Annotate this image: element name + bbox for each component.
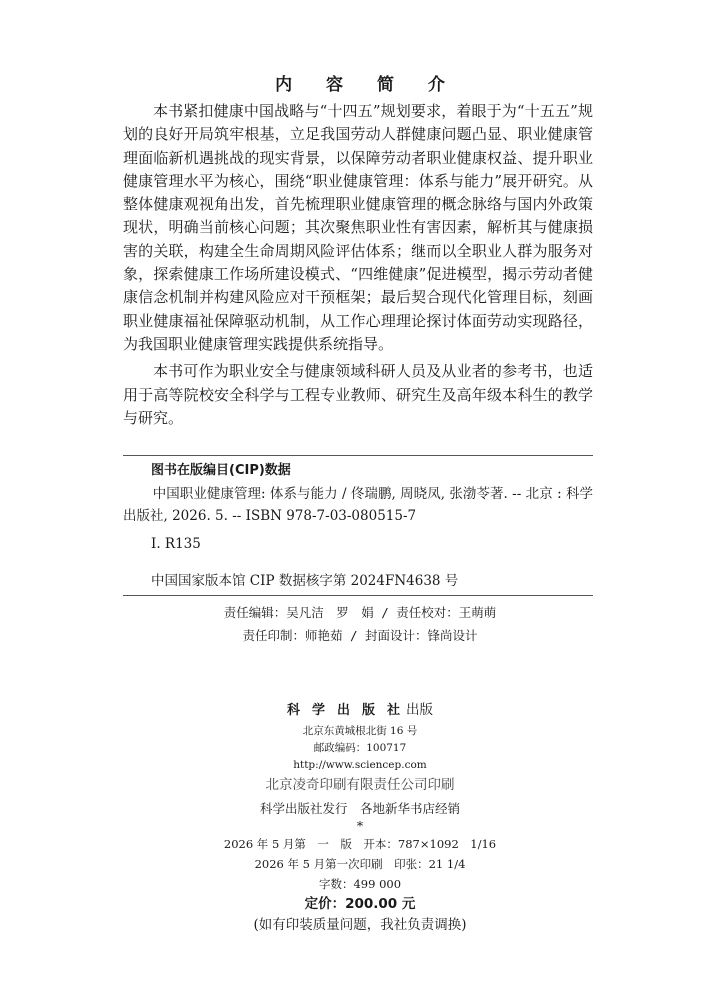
- cip-record-text: 中国职业健康管理: 体系与能力 / 佟瑞鹏, 周晓凤, 张渤苓著. -- 北京 : 科学出版社, 2026. 5. -- ISBN 978-7-03-080515-7: [123, 486, 593, 524]
- cip-heading: 图书在版编目(CIP)数据: [151, 463, 291, 478]
- cip-bottom-rule: [123, 595, 593, 596]
- cip-record: [123, 483, 593, 527]
- intro-paragraph-2: 本书可作为职业安全与健康领域科研人员及从业者的参考书，也适用于高等院校安全科学与工程专业教师、研究生及高年级本科生的教学与研究。: [123, 362, 593, 427]
- publisher-suffix: 出版: [406, 702, 433, 718]
- printing-line: 2026 年 5 月第一次印刷 印张：21 1/4: [254, 857, 466, 871]
- editors-line-2: 责任印制：师艳茹 / 封面设计：锋尚设计: [242, 628, 478, 643]
- publisher-postcode: 邮政编码：100717: [313, 742, 407, 754]
- book-introduction: [123, 100, 593, 430]
- intro-paragraph-1: 本书紧扣健康中国战略与“十四五”规划要求，着眼于为“十五五”规划的良好开局筑牢根基，立足我国劳动人群健康问题凸显、职业健康管理面临新机遇挑战的现实背景，以保障劳动者职业健康权益、提升职业健康管理水平为核心，围绕“职业健康管理：体系与能力”展开研究。从整体健康观视角出发，首先梳理职业健康管理的概念脉络与国内外政策现状，明确当前核心问题；其次聚焦职业性有害因素，解析其与健康损害的关联，构建全生命周期风险评估体系；继而以全职业人群为服务对象，探索健康工作场所建设模式、“四维健康”促进模型，揭示劳动者健康信念机制并构建风险应对干预框架；最后契合现代化管理目标，刻画职业健康福祉保障驱动机制，从工作心理理论探讨体面劳动实现路径，为我国职业健康管理实践提供系统指导。: [123, 102, 593, 353]
- printer-line: 北京凌奇印刷有限责任公司印刷: [265, 777, 455, 793]
- price-line: 定价：200.00 元: [304, 896, 416, 912]
- edition-line: 2026 年 5 月第 一 版 开本：787×1092 1/16: [223, 837, 497, 851]
- publisher-address: 北京东黄城根北街 16 号: [302, 725, 418, 737]
- separator-star: *: [356, 818, 364, 833]
- cip-number: 中国国家版本馆 CIP 数据核字第 2024FN4638 号: [151, 573, 459, 589]
- cip-classification: Ⅰ. R135: [151, 536, 201, 552]
- publisher-name: 科学出版社: [286, 703, 412, 718]
- word-count: 字数：499 000: [318, 877, 402, 891]
- cip-top-rule: [123, 455, 593, 456]
- editors-block: [0, 601, 720, 647]
- press-block: [0, 698, 720, 936]
- quality-note: (如有印装质量问题，我社负责调换): [253, 917, 467, 933]
- publisher-url: http://www.sciencep.com: [293, 759, 427, 771]
- editors-line-1: 责任编辑：吴凡洁 罗 娟 / 责任校对：王萌萌: [223, 605, 497, 620]
- distribution-line: 科学出版社发行 各地新华书店经销: [259, 801, 460, 816]
- page-title: 内 容 简 介: [275, 75, 459, 95]
